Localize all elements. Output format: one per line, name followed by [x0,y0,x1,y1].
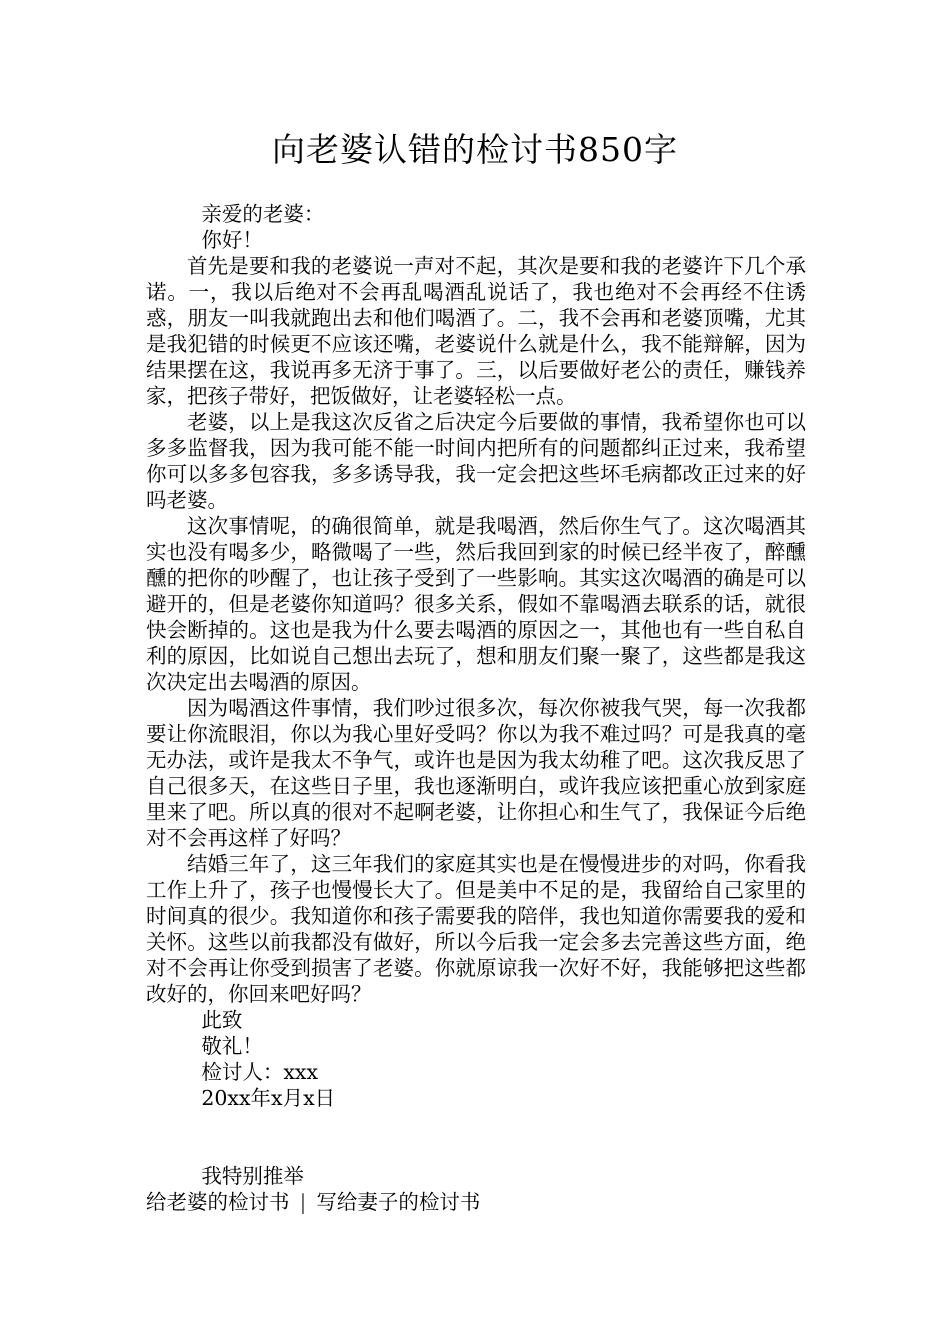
recommend-heading: 我特别推举 [201,1164,304,1188]
recommend-links [146,1189,806,1215]
paragraph-2: 老婆，以上是我这次反省之后决定今后要做的事情，我希望你也可以多多监督我，因为我可能不能一时间内把所有的问题都纠正过来，我希望你可以多多包容我，多多诱导我，我一定会把这些坏毛病都改正过来的好吗老婆。 [146,410,806,512]
paragraph-4: 因为喝酒这件事情，我们吵过很多次，每次你被我气哭，每一次我都要让你流眼泪，你以为我心里好受吗？你以为我不难过吗？可是我真的毫无办法，或许是我太不争气，或许也是因为我太幼稚了吧。这次我反思了自己很多天，在这些日子里，我也逐渐明白，或许我应该把重心放到家庭里来了吧。所以真的很对不起啊老婆，让你担心和生气了，我保证今后绝对不会再这样了好吗？ [146,696,806,850]
spacer [146,1111,806,1163]
closing-line-1: 此致 [201,1008,243,1032]
greeting: 你好！ [201,228,263,252]
paragraph-5: 结婚三年了，这三年我们的家庭其实也是在慢慢进步的对吗，你看我工作上升了，孩子也慢慢长大了。但是美中不足的是，我留给自己家里的时间真的很少。我知道你和孩子需要我的陪伴，我也知道你需要我的爱和关怀。这些以前我都没有做好，所以今后我一定会多去完善这些方面，绝对不会再让你受到损害了老婆。你就原谅我一次好不好，我能够把这些都改好的，你回来吧好吗？ [146,852,806,1006]
paragraph-1: 首先是要和我的老婆说一声对不起，其次是要和我的老婆许下几个承诺。一，我以后绝对不会再乱喝酒乱说话了，我也绝对不会再经不住诱惑，朋友一叫我就跑出去和他们喝酒了。二，我不会再和老婆顶嘴，尤其是我犯错的时候更不应该还嘴，老婆说什么就是什么，我不能辩解，因为结果摆在这，我说再多无济于事了。三，以后要做好老公的责任，赚钱养家，把孩子带好，把饭做好，让老婆轻松一点。 [146,254,806,408]
link-separator: | [299,1190,307,1214]
document-body [146,201,806,1215]
closing-line-2: 敬礼！ [201,1034,263,1058]
recommend-link-2[interactable]: 写给妻子的检讨书 [316,1190,481,1214]
recommend-link-1[interactable]: 给老婆的检讨书 [146,1190,290,1214]
salutation: 亲爱的老婆： [201,202,325,226]
date: 20xx年x月x日 [201,1086,336,1110]
document-title: 向老婆认错的检讨书850字 [272,130,678,169]
signature: 检讨人：xxx [201,1060,319,1084]
paragraph-3: 这次事情呢，的确很简单，就是我喝酒，然后你生气了。这次喝酒其实也没有喝多少，略微喝了一些，然后我回到家的时候已经半夜了，醉醺醺的把你的吵醒了，也让孩子受到了一些影响。其实这次喝酒的确是可以避开的，但是老婆你知道吗？很多关系，假如不靠喝酒去联系的话，就很快会断掉的。这也是我为什么要去喝酒的原因之一，其他也有一些自私自利的原因，比如说自己想出去玩了，想和朋友们聚一聚了，这些都是我这次决定出去喝酒的原因。 [146,514,806,694]
